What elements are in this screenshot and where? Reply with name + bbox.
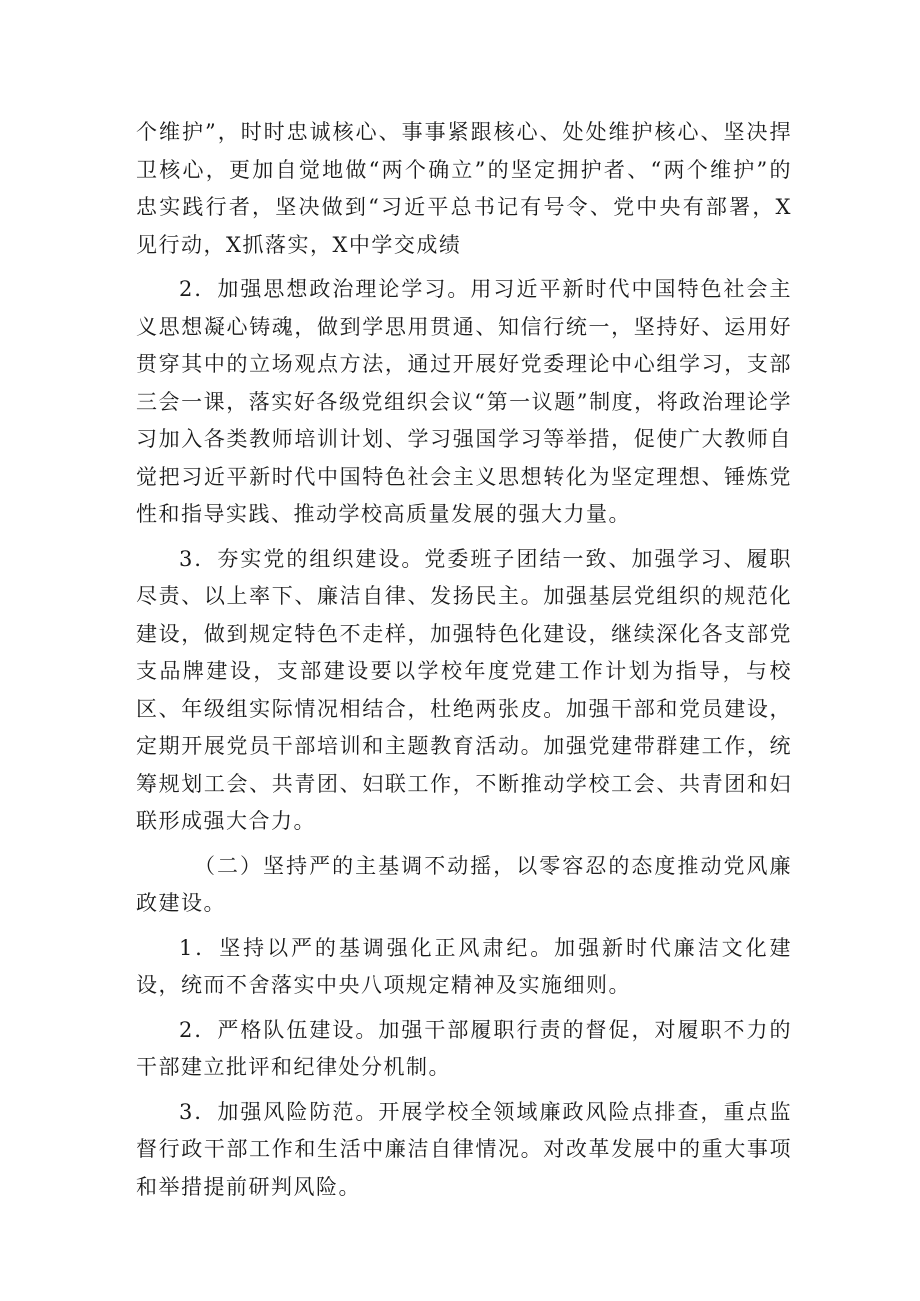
section-heading-integrity: （二）坚持严的主基调不动摇，以零容忍的态度推动党风廉政建设。 [136, 853, 792, 915]
paragraph-continuation: 个维护”，时时忠诚核心、事事紧跟核心、处处维护核心、坚决捍卫核心，更加自觉地做“两个确立”的坚定拥护者、“两个维护”的忠实践行者，坚决做到“习近平总书记有号令、党中央有部署，X见行动，X抓落实，X中学交成绩 [136, 120, 792, 257]
paragraph-organization-building: 3．夯实党的组织建设。党委班子团结一致、加强学习、履职尽责、以上率下、廉洁自律、发扬民主。加强基层党组织的规范化建设，做到规定特色不走样，加强特色化建设，继续深化各支部党支品牌建设，支部建设要以学校年度党建工作计划为指导，与校区、年级组实际情况相结合，杜绝两张皮。加强干部和党员建设，定期开展党员干部培训和主题教育活动。加强党建带群建工作，统筹规划工会、共青团、妇联工作，不断推动学校工会、共青团和妇联形成强大合力。 [136, 546, 792, 833]
paragraph-discipline: 1．坚持以严的基调强化正风肃纪。加强新时代廉洁文化建设，统而不舍落实中央八项规定精神及实施细则。 [136, 935, 792, 997]
document-body [136, 114, 792, 1213]
paragraph-team-building: 2．严格队伍建设。加强干部履职行责的督促，对履职不力的干部建立批评和纪律处分机制。 [136, 1017, 792, 1079]
paragraph-risk-prevention: 3．加强风险防范。开展学校全领域廉政风险点排查，重点监督行政干部工作和生活中廉洁自律情况。对改革发展中的重大事项和举措提前研判风险。 [136, 1099, 792, 1199]
paragraph-ideological-study: 2．加强思想政治理论学习。用习近平新时代中国特色社会主义思想凝心铸魂，做到学思用贯通、知信行统一，坚持好、运用好贯穿其中的立场观点方法，通过开展好党委理论中心组学习，支部三会一课，落实好各级党组织会议“第一议题”制度，将政治理论学习加入各类教师培训计划、学习强国学习等举措，促使广大教师自觉把习近平新时代中国特色社会主义思想转化为坚定理想、锤炼党性和指导实践、推动学校高质量发展的强大力量。 [136, 277, 792, 526]
